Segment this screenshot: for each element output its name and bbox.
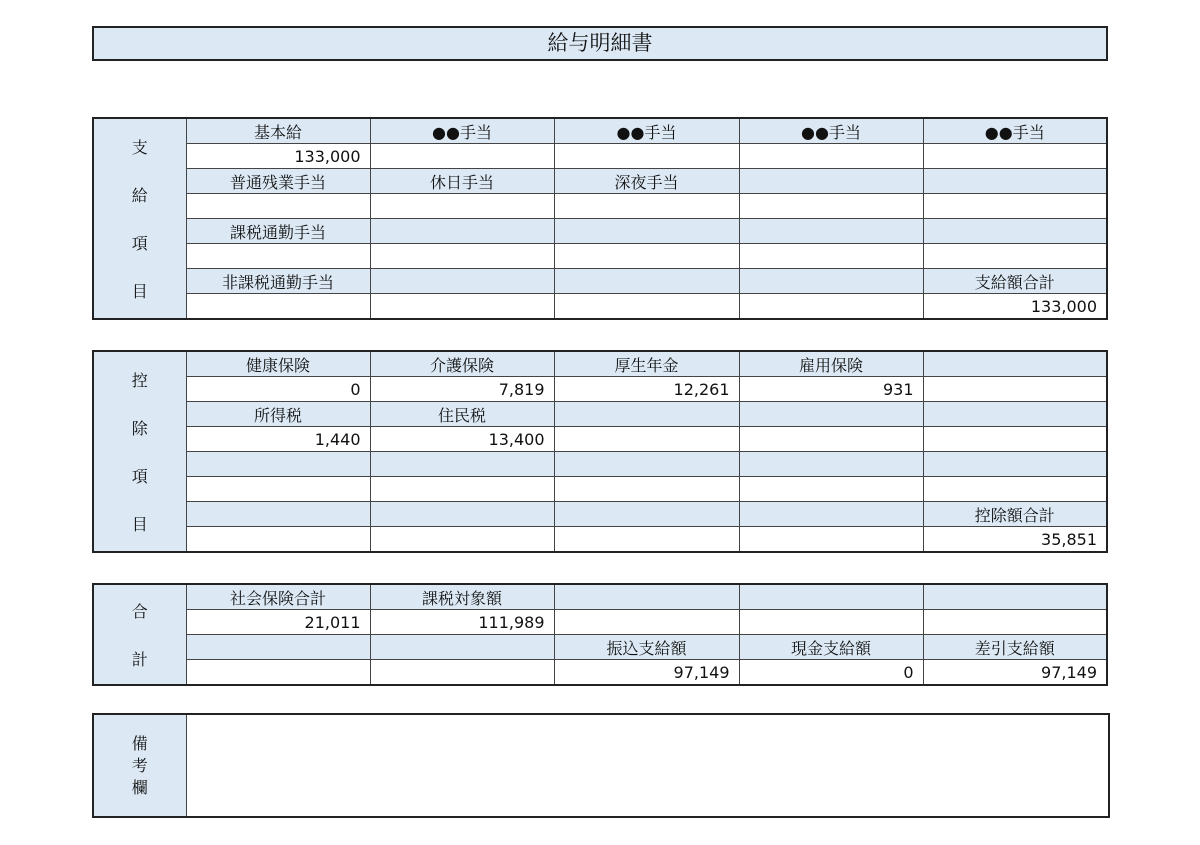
deductions-item-label (739, 502, 923, 527)
payments-item-label (739, 269, 923, 294)
payments-item-label (739, 219, 923, 244)
deductions-header-row (93, 452, 1107, 477)
payments-item-value[interactable] (739, 244, 923, 269)
payments-item-value[interactable] (370, 244, 554, 269)
deductions-item-label: 介護保険 (370, 351, 554, 377)
payments-header-row (93, 269, 1107, 294)
totals-item-label: 現金支給額 (739, 635, 923, 660)
deductions-item-value[interactable] (370, 527, 554, 553)
deductions-item-label: 雇用保険 (739, 351, 923, 377)
payments-label-char: 給 (131, 186, 148, 205)
payments-item-label: 普通残業手当 (186, 169, 370, 194)
memo-label (93, 714, 186, 817)
totals-item-value[interactable]: 97,149 (923, 660, 1107, 686)
deductions-section-label (93, 351, 186, 552)
totals-item-label (739, 584, 923, 610)
totals-item-label: 課税対象額 (370, 584, 554, 610)
totals-value-row (93, 660, 1107, 686)
totals-item-label (186, 635, 370, 660)
payments-item-label: ●●手当 (923, 118, 1107, 144)
deductions-item-value[interactable] (923, 427, 1107, 452)
totals-item-value[interactable] (923, 610, 1107, 635)
totals-item-value[interactable]: 21,011 (186, 610, 370, 635)
deductions-label-char: 控 (131, 371, 148, 390)
memo-label-char: 備 (131, 733, 148, 753)
deductions-item-value[interactable] (739, 477, 923, 502)
payments-item-label (370, 219, 554, 244)
payments-item-value[interactable] (370, 194, 554, 219)
payments-item-value[interactable] (370, 294, 554, 320)
deductions-header-row (93, 351, 1107, 377)
payments-header-row (93, 169, 1107, 194)
totals-header-row (93, 584, 1107, 610)
deductions-item-value[interactable] (186, 477, 370, 502)
deductions-item-label (739, 452, 923, 477)
deductions-item-label: 厚生年金 (554, 351, 739, 377)
totals-label-char: 合 (131, 602, 148, 621)
payments-header-row (93, 118, 1107, 144)
deductions-value-row (93, 527, 1107, 553)
deductions-item-label (370, 502, 554, 527)
deductions-item-value[interactable] (739, 427, 923, 452)
totals-item-value[interactable]: 97,149 (554, 660, 739, 686)
totals-value-row (93, 610, 1107, 635)
payments-item-label: ●●手当 (370, 118, 554, 144)
totals-section-label (93, 584, 186, 685)
payments-item-value[interactable] (554, 144, 739, 169)
payments-item-label: 非課税通勤手当 (186, 269, 370, 294)
deductions-item-value[interactable]: 7,819 (370, 377, 554, 402)
deductions-item-label (554, 452, 739, 477)
totals-item-label: 振込支給額 (554, 635, 739, 660)
document-title: 給与明細書 (92, 26, 1108, 61)
totals-table (92, 583, 1108, 686)
payments-item-label: ●●手当 (739, 118, 923, 144)
memo-table (92, 713, 1110, 818)
deductions-header-row (93, 402, 1107, 427)
payments-value-row (93, 194, 1107, 219)
deductions-item-label (923, 452, 1107, 477)
payments-item-label (923, 169, 1107, 194)
memo-label-char: 欄 (131, 777, 148, 797)
payments-section-label (93, 118, 186, 319)
deductions-item-value[interactable]: 35,851 (923, 527, 1107, 553)
totals-item-value[interactable]: 111,989 (370, 610, 554, 635)
deductions-header-row (93, 502, 1107, 527)
deductions-item-value[interactable] (554, 527, 739, 553)
payments-item-value[interactable] (923, 244, 1107, 269)
payments-item-value[interactable] (739, 194, 923, 219)
deductions-item-value[interactable] (739, 527, 923, 553)
memo-field[interactable] (186, 714, 1109, 817)
payments-item-value[interactable] (186, 294, 370, 320)
payments-item-label: 課税通勤手当 (186, 219, 370, 244)
deductions-item-label (923, 402, 1107, 427)
deductions-item-value[interactable] (923, 377, 1107, 402)
payments-item-value[interactable] (923, 194, 1107, 219)
deductions-item-label: 控除額合計 (923, 502, 1107, 527)
totals-item-label: 差引支給額 (923, 635, 1107, 660)
deductions-item-label (186, 502, 370, 527)
payments-label-char: 目 (131, 282, 148, 301)
totals-item-label (923, 584, 1107, 610)
payments-label-char: 支 (131, 138, 148, 157)
payments-item-label (739, 169, 923, 194)
deductions-item-label (554, 402, 739, 427)
deductions-item-value[interactable] (554, 427, 739, 452)
deductions-item-label: 健康保険 (186, 351, 370, 377)
totals-item-label: 社会保険合計 (186, 584, 370, 610)
memo-label-char: 考 (131, 755, 148, 775)
payments-item-label: ●●手当 (554, 118, 739, 144)
deductions-item-value[interactable]: 931 (739, 377, 923, 402)
deductions-item-label (554, 502, 739, 527)
payments-item-label: 深夜手当 (554, 169, 739, 194)
payments-item-value[interactable] (186, 194, 370, 219)
deductions-label-char: 目 (131, 515, 148, 534)
payments-item-value[interactable] (554, 244, 739, 269)
payments-item-label (370, 269, 554, 294)
payments-item-label: 休日手当 (370, 169, 554, 194)
totals-item-label (370, 635, 554, 660)
deductions-item-value[interactable]: 0 (186, 377, 370, 402)
payments-table (92, 117, 1108, 320)
payments-item-value[interactable] (739, 294, 923, 320)
totals-item-value[interactable] (554, 610, 739, 635)
payments-item-value[interactable] (554, 294, 739, 320)
deductions-value-row (93, 377, 1107, 402)
payments-value-row (93, 144, 1107, 169)
deductions-item-value[interactable] (554, 477, 739, 502)
payments-item-label (923, 219, 1107, 244)
deductions-item-value[interactable] (370, 477, 554, 502)
payments-item-value[interactable] (370, 144, 554, 169)
deductions-item-value[interactable]: 12,261 (554, 377, 739, 402)
payments-item-value[interactable]: 133,000 (186, 144, 370, 169)
deductions-item-label: 所得税 (186, 402, 370, 427)
payments-item-value[interactable] (554, 194, 739, 219)
deductions-value-row (93, 477, 1107, 502)
totals-header-row (93, 635, 1107, 660)
totals-item-value[interactable]: 0 (739, 660, 923, 686)
deductions-item-label (739, 402, 923, 427)
totals-label-char: 計 (131, 650, 148, 669)
payments-item-label (554, 219, 739, 244)
deductions-item-value[interactable]: 1,440 (186, 427, 370, 452)
deductions-item-label: 住民税 (370, 402, 554, 427)
payments-item-value[interactable] (739, 144, 923, 169)
deductions-item-value[interactable] (186, 527, 370, 553)
deductions-item-label (370, 452, 554, 477)
deductions-item-value[interactable] (923, 477, 1107, 502)
payments-item-value[interactable]: 133,000 (923, 294, 1107, 320)
payments-value-row (93, 244, 1107, 269)
deductions-item-label (186, 452, 370, 477)
payments-value-row (93, 294, 1107, 320)
deductions-value-row (93, 427, 1107, 452)
totals-item-label (554, 584, 739, 610)
payments-item-value[interactable] (923, 144, 1107, 169)
deductions-label-char: 項 (131, 467, 148, 486)
payments-item-value[interactable] (186, 244, 370, 269)
payments-header-row (93, 219, 1107, 244)
totals-item-value[interactable] (186, 660, 370, 686)
totals-item-value[interactable] (370, 660, 554, 686)
payments-item-label (554, 269, 739, 294)
deductions-label-char: 除 (131, 419, 148, 438)
deductions-table (92, 350, 1108, 553)
payments-item-label: 基本給 (186, 118, 370, 144)
deductions-item-label (923, 351, 1107, 377)
totals-item-value[interactable] (739, 610, 923, 635)
payments-label-char: 項 (131, 234, 148, 253)
payments-item-label: 支給額合計 (923, 269, 1107, 294)
deductions-item-value[interactable]: 13,400 (370, 427, 554, 452)
